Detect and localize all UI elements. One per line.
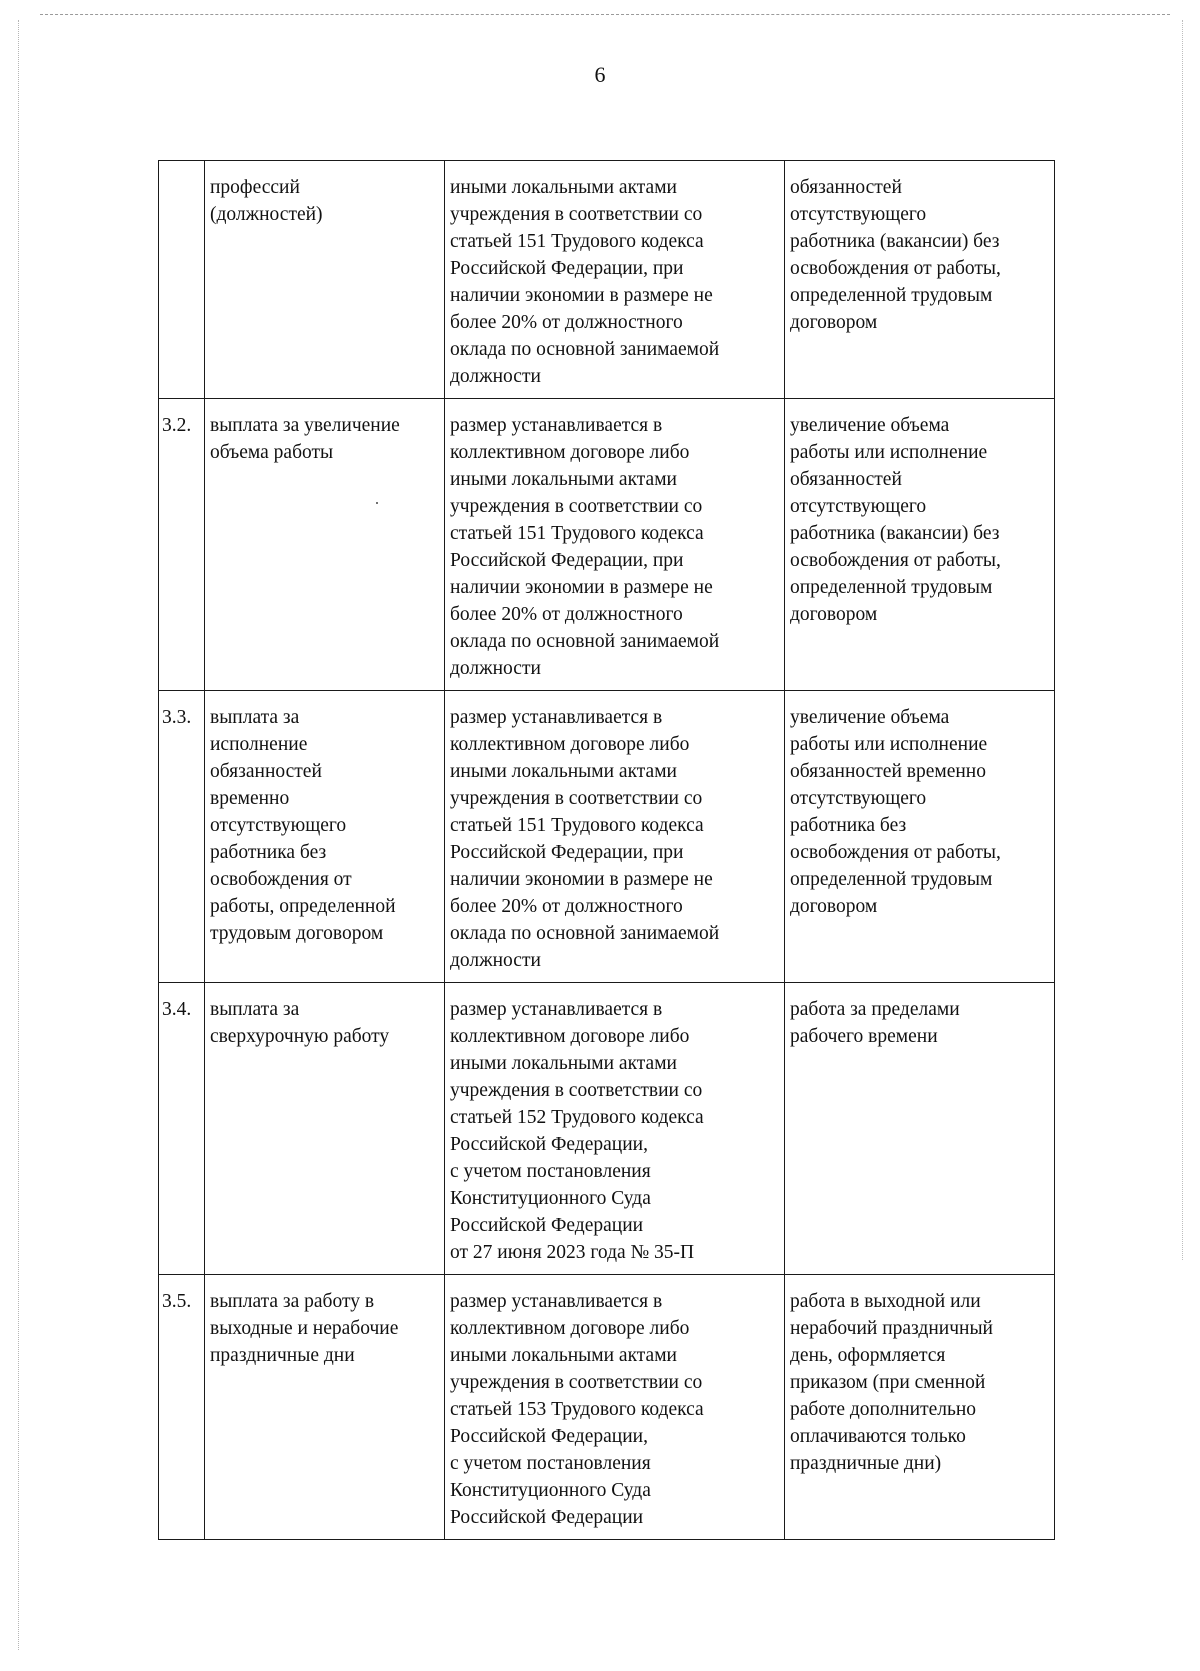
payment-size: размер устанавливается в коллективном договоре либо иными локальными актами учреждения в соответствии со статьей 153 Трудового кодекса Российской Федерации, с учетом постановления Конституционного Суда Российской Федерации [445, 1275, 785, 1540]
row-number: 3.5. [159, 1275, 205, 1540]
payment-size: размер устанавливается в коллективном договоре либо иными локальными актами учреждения в соответствии со статьей 152 Трудового кодекса Российской Федерации, с учетом постановления Конституционного Суда Российской Федерации от 27 июня 2023 года № 35-П [445, 983, 785, 1275]
payment-condition: работа в выходной или нерабочий праздничный день, оформляется приказом (при сменной работе дополнительно оплачиваются только праздничные дни) [785, 1275, 1055, 1540]
table-row [159, 691, 1055, 983]
payment-condition: обязанностей отсутствующего работника (вакансии) без освобождения от работы, определенной трудовым договором [785, 161, 1055, 399]
scan-edge-left [18, 20, 19, 1650]
payment-name: выплата за исполнение обязанностей временно отсутствующего работника без освобождения от работы, определенной трудовым договором [205, 691, 445, 983]
row-number [159, 161, 205, 399]
row-number: 3.4. [159, 983, 205, 1275]
scan-edge-top [40, 14, 1170, 15]
payment-condition: увеличение объема работы или исполнение обязанностей отсутствующего работника (вакансии) без освобождения от работы, определенной трудовым договором [785, 399, 1055, 691]
scan-speck [376, 502, 378, 504]
table-row [159, 983, 1055, 1275]
row-number: 3.2. [159, 399, 205, 691]
payment-size: размер устанавливается в коллективном договоре либо иными локальными актами учреждения в соответствии со статьей 151 Трудового кодекса Российской Федерации, при наличии экономии в размере не более 20% от должностного оклада по основной занимаемой должности [445, 691, 785, 983]
payment-name: выплата за работу в выходные и нерабочие праздничные дни [205, 1275, 445, 1540]
payment-condition: увеличение объема работы или исполнение обязанностей временно отсутствующего работника без освобождения от работы, определенной трудовым договором [785, 691, 1055, 983]
row-number: 3.3. [159, 691, 205, 983]
payment-name: выплата за увеличение объема работы [205, 399, 445, 691]
payment-condition: работа за пределами рабочего времени [785, 983, 1055, 1275]
table-row [159, 399, 1055, 691]
scan-edge-right [1182, 20, 1183, 1260]
table-row [159, 1275, 1055, 1540]
table-row [159, 161, 1055, 399]
page-number: 6 [594, 62, 606, 87]
payments-table [158, 160, 1055, 1540]
payment-size: размер устанавливается в коллективном договоре либо иными локальными актами учреждения в соответствии со статьей 151 Трудового кодекса Российской Федерации, при наличии экономии в размере не более 20% от должностного оклада по основной занимаемой должности [445, 399, 785, 691]
payment-name: выплата за сверхурочную работу [205, 983, 445, 1275]
payment-name: профессий (должностей) [205, 161, 445, 399]
payment-size: иными локальными актами учреждения в соответствии со статьей 151 Трудового кодекса Российской Федерации, при наличии экономии в размере не более 20% от должностного оклада по основной занимаемой должности [445, 161, 785, 399]
